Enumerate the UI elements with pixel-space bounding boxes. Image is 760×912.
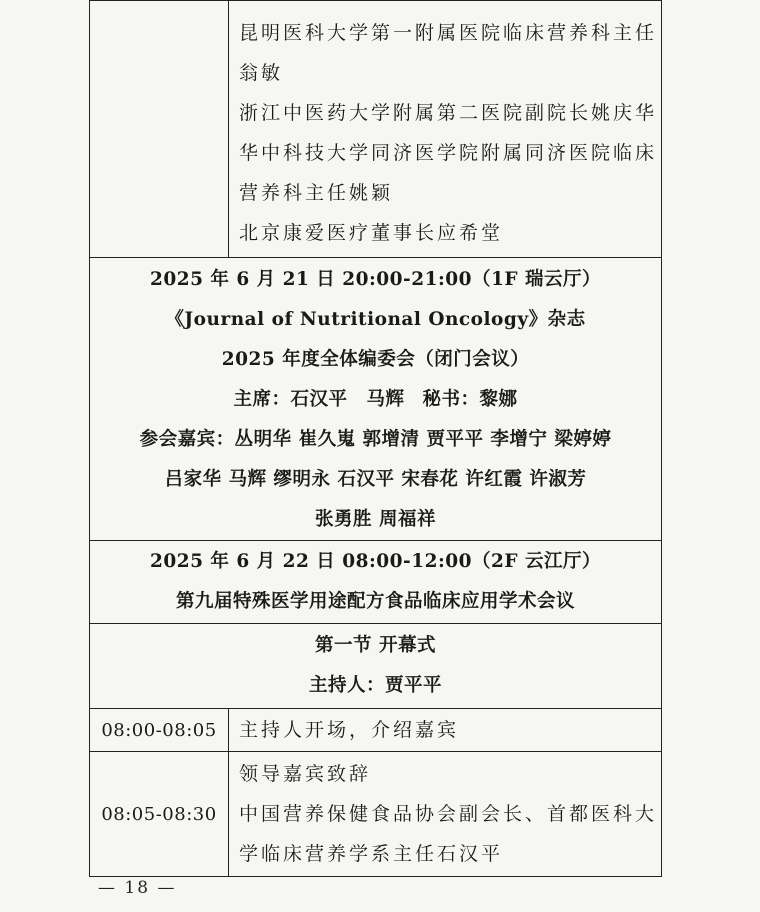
time-cell: 08:00-08:05 bbox=[90, 709, 229, 752]
section-block bbox=[90, 624, 662, 709]
speaker-line: 华中科技大学同济医学院附属同济医院临床 bbox=[239, 142, 658, 164]
conference-title: 第九届特殊医学用途配方食品临床应用学术会议 bbox=[175, 591, 575, 612]
table-row bbox=[90, 1, 662, 258]
agenda-line: 学临床营养学系主任石汉平 bbox=[239, 843, 504, 865]
guests-line: 张勇胜 周福祥 bbox=[315, 509, 436, 530]
agenda-line: 主持人开场，介绍嘉宾 bbox=[239, 719, 460, 741]
journal-title: 《Journal of Nutritional Oncology》杂志 bbox=[165, 309, 586, 330]
speaker-line: 北京康爱医疗董事长应希堂 bbox=[239, 222, 504, 244]
table-row bbox=[90, 541, 662, 624]
session-block bbox=[90, 541, 662, 624]
time-cell: 08:05-08:30 bbox=[90, 752, 229, 877]
session-time: 2025 年 6 月 21 日 20:00-21:00（1F 瑞云厅） bbox=[149, 269, 601, 290]
guests-line: 吕家华 马辉 缪明永 石汉平 宋春花 许红霞 许淑芳 bbox=[164, 469, 587, 490]
speaker-line: 昆明医科大学第一附属医院临床营养科主任 bbox=[239, 22, 658, 44]
table-row bbox=[90, 752, 662, 877]
chair-label: 主席：石汉平 马辉 bbox=[233, 389, 405, 410]
section-host: 主持人：贾平平 bbox=[308, 675, 442, 696]
speaker-line: 浙江中医药大学附属第二医院副院长姚庆华 bbox=[239, 102, 658, 124]
schedule-table bbox=[89, 0, 662, 877]
meeting-title: 2025 年度全体编委会（闭门会议） bbox=[221, 349, 530, 370]
table-row bbox=[90, 624, 662, 709]
agenda-cell bbox=[229, 709, 662, 752]
agenda-cell bbox=[229, 752, 662, 877]
speaker-line: 营养科主任姚颖 bbox=[239, 182, 394, 204]
time-cell-empty bbox=[90, 1, 229, 258]
table-row bbox=[90, 258, 662, 541]
secretary-label: 秘书：黎娜 bbox=[422, 389, 518, 410]
session-time: 2025 年 6 月 22 日 08:00-12:00（2F 云江厅） bbox=[149, 551, 601, 572]
page-number: — 18 — bbox=[98, 878, 177, 898]
session-block bbox=[90, 258, 662, 541]
table-row bbox=[90, 709, 662, 752]
guests-line: 参会嘉宾：丛明华 崔久嵬 郭增清 贾平平 李增宁 梁婷婷 bbox=[139, 429, 612, 450]
speaker-line: 翁敏 bbox=[239, 62, 284, 84]
agenda-line: 领导嘉宾致辞 bbox=[239, 763, 372, 785]
agenda-line: 中国营养保健食品协会副会长、首都医科大 bbox=[239, 803, 658, 825]
speaker-list-cell bbox=[229, 1, 662, 258]
chair-line bbox=[90, 380, 661, 420]
section-title: 第一节 开幕式 bbox=[315, 635, 436, 656]
